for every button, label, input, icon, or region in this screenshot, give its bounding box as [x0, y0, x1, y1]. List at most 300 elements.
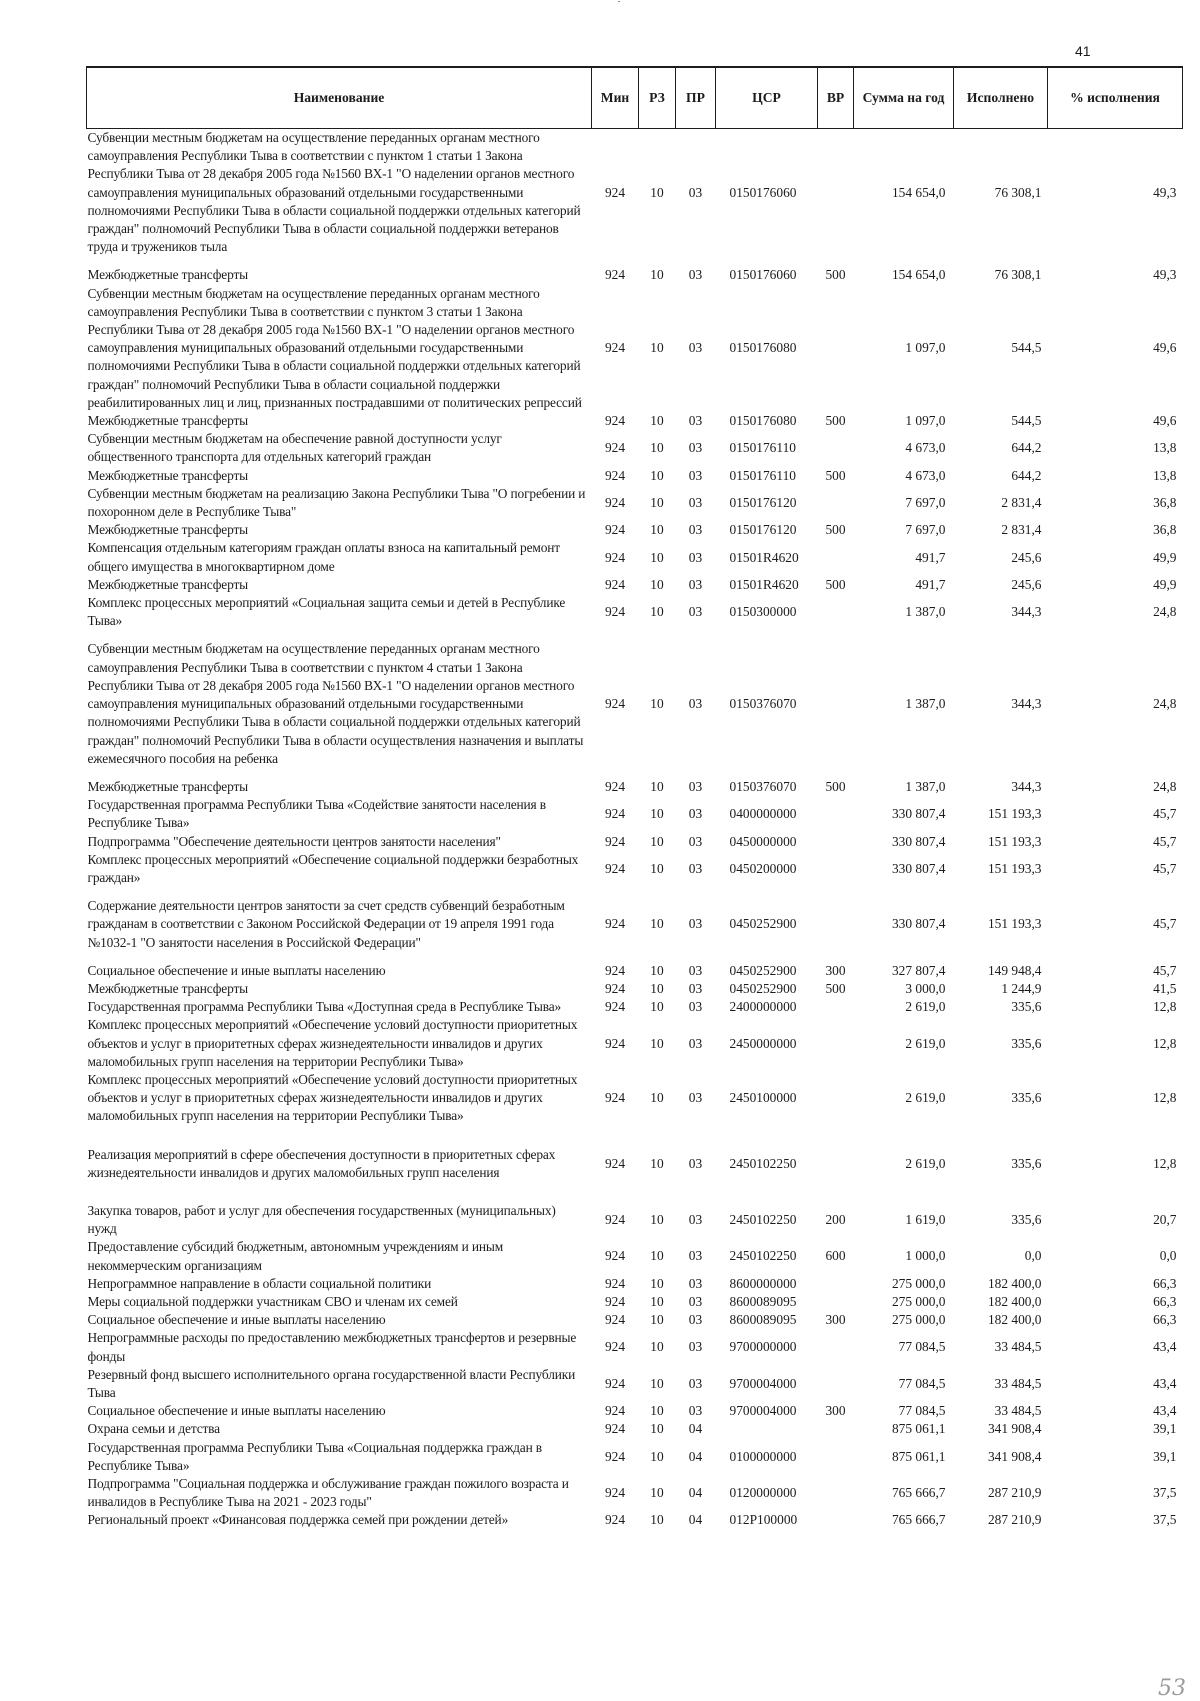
cell-sum: 2 619,0: [905, 1090, 946, 1106]
cell-done: 335,6: [1011, 1090, 1042, 1106]
cell-pct: 49,6: [1153, 413, 1177, 429]
cell-vr: [818, 285, 854, 412]
cell-csr: 2450000000: [729, 1035, 797, 1051]
col-header-vr: ВР: [818, 67, 854, 129]
cell-min: 924: [604, 1248, 626, 1264]
cell-rz: 10: [650, 1512, 664, 1528]
cell-csr: 0450252900: [729, 962, 797, 978]
cell-pr: 03: [688, 980, 703, 996]
cell-name: Региональный проект «Финансовая поддержка семей при рождении детей»: [87, 1512, 509, 1528]
cell-name: Закупка товаров, работ и услуг для обеспечения государственных (муниципальных) нужд: [87, 1202, 556, 1237]
cell-min: 924: [604, 340, 626, 356]
cell-vr: [818, 430, 854, 466]
cell-rz: 10: [650, 1312, 664, 1328]
cell-min: 924: [604, 916, 626, 932]
cell-name: Государственная программа Республики Тыва «Содействие занятости населения в Республике Тыва»: [87, 797, 546, 831]
cell-name: Реализация мероприятий в сфере обеспечения доступности в приоритетных сферах жизнедеятельности инвалидов и других маломобильных групп населения: [87, 1146, 556, 1180]
cell-pct: 39,1: [1153, 1448, 1177, 1464]
cell-csr: 0150176060: [729, 267, 797, 283]
cell-rz: 10: [650, 806, 664, 822]
cell-pct: 24,8: [1153, 696, 1177, 712]
col-header-sum: Сумма на год: [854, 67, 954, 129]
table-row: [87, 412, 1183, 430]
col-header-pct: % исполнения: [1048, 67, 1183, 129]
cell-name: Социальное обеспечение и иные выплаты населению: [87, 1403, 386, 1419]
cell-vr: [818, 1016, 854, 1071]
cell-min: 924: [604, 467, 626, 483]
cell-csr: 9700004000: [729, 1375, 797, 1391]
table-row: [87, 1420, 1183, 1438]
cell-pr: 03: [688, 999, 703, 1015]
table-row: [87, 285, 1183, 412]
cell-rz: 10: [650, 522, 664, 538]
cell-rz: 10: [650, 1293, 664, 1309]
cell-sum: 77 084,5: [898, 1403, 946, 1419]
cell-pct: 66,3: [1153, 1312, 1177, 1328]
cell-rz: 10: [650, 467, 664, 483]
cell-pct: 12,8: [1153, 1155, 1177, 1171]
cell-pr: 03: [688, 860, 703, 876]
cell-pct: 41,5: [1153, 980, 1177, 996]
cell-name: Субвенции местным бюджетам на осуществление переданных органам местного самоуправления Республики Тыва в соответствии с пунктом 3 статьи 1 Закона Республики Тыва от 28 декабря 2005 года №1560 ВХ-1 "О наделении органов местного самоуправления муниципальных образований отдельными государственными полномочиями Республики Тыва в области социальной поддержки отдельных категорий граждан" полномочий Республики Тыва в области социальной поддержки реабилитированных лиц и лиц, признанных пострадавшими от политических репрессий: [87, 285, 582, 410]
cell-pct: 49,6: [1153, 340, 1177, 356]
cell-name: Субвенции местным бюджетам на осуществление переданных органам местного самоуправления Республики Тыва в соответствии с пунктом 1 статьи 1 Закона Республики Тыва от 28 декабря 2005 года №1560 ВХ-1 "О наделении органов местного самоуправления муниципальных образований отдельными государственными полномочиями Республики Тыва в области социальной поддержки отдельных категорий граждан" полномочий Республики Тыва в области социальной поддержки ветеранов труда и тружеников тыла: [87, 130, 581, 255]
cell-done: 151 193,3: [987, 916, 1042, 932]
cell-min: 924: [604, 1339, 626, 1355]
cell-vr: [818, 1439, 854, 1475]
cell-done: 341 908,4: [987, 1421, 1042, 1437]
cell-csr: 01501R4620: [729, 549, 799, 565]
cell-done: 151 193,3: [987, 806, 1042, 822]
table-row: [87, 266, 1183, 284]
cell-pr: 03: [688, 1293, 703, 1309]
cell-csr: 2450102250: [729, 1248, 797, 1264]
table-row: [87, 521, 1183, 539]
cell-pct: 45,7: [1153, 833, 1177, 849]
table-body: [87, 129, 1183, 1530]
cell-pct: 45,7: [1153, 860, 1177, 876]
cell-sum: 154 654,0: [891, 267, 946, 283]
cell-done: 644,2: [1011, 440, 1042, 456]
cell-min: 924: [604, 1421, 626, 1437]
cell-sum: 1 619,0: [905, 1212, 946, 1228]
cell-pr: 03: [688, 696, 703, 712]
cell-pct: 24,8: [1153, 778, 1177, 794]
cell-vr: 500: [825, 980, 846, 996]
table-row: [87, 594, 1183, 630]
cell-pct: 0,0: [1159, 1248, 1177, 1264]
cell-name: Непрограммные расходы по предоставлению межбюджетных трансфертов и резервные фонды: [87, 1330, 577, 1364]
cell-rz: 10: [650, 1485, 664, 1501]
scan-speck: [618, 1, 620, 2]
cell-name: Резервный фонд высшего исполнительного органа государственной власти Республики Тыва: [87, 1366, 576, 1400]
cell-done: 544,5: [1011, 413, 1042, 429]
cell-csr: 2450102250: [729, 1155, 797, 1171]
cell-done: 344,3: [1011, 696, 1042, 712]
cell-csr: [716, 1420, 818, 1438]
cell-csr: 012P100000: [729, 1512, 798, 1528]
cell-pr: 03: [688, 833, 703, 849]
cell-csr: 01501R4620: [729, 576, 799, 592]
table-row: [87, 430, 1183, 466]
cell-pr: 03: [688, 604, 703, 620]
cell-pct: 12,8: [1153, 1035, 1177, 1051]
table-row: [87, 1238, 1183, 1274]
cell-csr: 8600000000: [729, 1275, 797, 1291]
cell-sum: 330 807,4: [891, 860, 946, 876]
cell-done: 335,6: [1011, 999, 1042, 1015]
cell-sum: 491,7: [915, 549, 946, 565]
cell-pr: 03: [688, 576, 703, 592]
cell-min: 924: [604, 1448, 626, 1464]
cell-sum: 154 654,0: [891, 184, 946, 200]
cell-name: Государственная программа Республики Тыва «Социальная поддержка граждан в Республике Тыва»: [87, 1439, 542, 1473]
table-row: [87, 1192, 1183, 1238]
cell-name: Межбюджетные трансферты: [87, 576, 248, 592]
cell-pr: 03: [688, 413, 703, 429]
cell-rz: 10: [650, 604, 664, 620]
table-row: [87, 1275, 1183, 1293]
cell-rz: 10: [650, 440, 664, 456]
cell-sum: 330 807,4: [891, 916, 946, 932]
cell-vr: [818, 1136, 854, 1192]
cell-rz: 10: [650, 494, 664, 510]
cell-min: 924: [604, 999, 626, 1015]
cell-pct: 49,3: [1153, 184, 1177, 200]
cell-csr: 0450200000: [729, 860, 797, 876]
cell-csr: 0150176110: [729, 467, 796, 483]
cell-vr: 500: [825, 778, 846, 794]
cell-vr: [818, 887, 854, 962]
cell-min: 924: [604, 980, 626, 996]
table-row: [87, 1402, 1183, 1420]
table-row: [87, 833, 1183, 851]
cell-done: 344,3: [1011, 604, 1042, 620]
cell-name: Комплекс процессных мероприятий «Обеспечение условий доступности приоритетных объектов и услуг в приоритетных сферах жизнедеятельности инвалидов и других маломобильных групп населения на территории Республики Тыва»: [87, 1071, 578, 1124]
cell-vr: 600: [825, 1248, 846, 1264]
page-number: 41: [1075, 43, 1091, 59]
cell-pct: 45,7: [1153, 962, 1177, 978]
cell-vr: [818, 539, 854, 575]
cell-csr: 8600089095: [729, 1312, 797, 1328]
cell-done: 33 484,5: [994, 1375, 1042, 1391]
table-row: [87, 576, 1183, 594]
cell-pct: 39,1: [1153, 1421, 1177, 1437]
cell-pr: 03: [688, 522, 703, 538]
cell-sum: 875 061,1: [891, 1448, 946, 1464]
cell-done: 644,2: [1011, 467, 1042, 483]
table-row: [87, 962, 1183, 980]
table-row: [87, 1439, 1183, 1475]
cell-sum: 2 619,0: [905, 1155, 946, 1171]
cell-csr: 0400000000: [729, 806, 797, 822]
cell-sum: 765 666,7: [891, 1485, 946, 1501]
cell-vr: [818, 1293, 854, 1311]
cell-rz: 10: [650, 916, 664, 932]
cell-vr: [818, 796, 854, 832]
cell-pr: 03: [688, 1212, 703, 1228]
cell-name: Межбюджетные трансферты: [87, 413, 248, 429]
cell-done: 2 831,4: [1001, 522, 1042, 538]
cell-pct: 66,3: [1153, 1275, 1177, 1291]
cell-min: 924: [604, 267, 626, 283]
cell-pr: 03: [688, 494, 703, 510]
cell-csr: 0150176060: [729, 184, 797, 200]
cell-min: 924: [604, 1035, 626, 1051]
cell-name: Предоставление субсидий бюджетным, автономным учреждениям и иным некоммерческим организациям: [87, 1239, 504, 1273]
cell-sum: 1 387,0: [905, 604, 946, 620]
cell-min: 924: [604, 778, 626, 794]
table-row: [87, 129, 1183, 267]
cell-sum: 3 000,0: [905, 980, 946, 996]
cell-rz: 10: [650, 549, 664, 565]
cell-rz: 10: [650, 576, 664, 592]
cell-sum: 1 097,0: [905, 340, 946, 356]
cell-name: Социальное обеспечение и иные выплаты населению: [87, 962, 386, 978]
cell-csr: 0120000000: [729, 1485, 797, 1501]
table-row: [87, 887, 1183, 962]
cell-pct: 20,7: [1153, 1212, 1177, 1228]
cell-done: 151 193,3: [987, 860, 1042, 876]
cell-done: 1 244,9: [1001, 980, 1042, 996]
table-row: [87, 1071, 1183, 1136]
cell-vr: 500: [825, 467, 846, 483]
table-row: [87, 1329, 1183, 1365]
cell-pr: 03: [688, 1312, 703, 1328]
cell-rz: 10: [650, 860, 664, 876]
cell-min: 924: [604, 494, 626, 510]
table-row: [87, 796, 1183, 832]
table-row: [87, 1475, 1183, 1511]
cell-vr: [818, 1475, 854, 1511]
cell-pct: 43,4: [1153, 1403, 1177, 1419]
cell-rz: 10: [650, 1275, 664, 1291]
cell-csr: 0100000000: [729, 1448, 797, 1464]
cell-sum: 7 697,0: [905, 522, 946, 538]
cell-sum: 77 084,5: [898, 1339, 946, 1355]
cell-csr: 2450100000: [729, 1090, 797, 1106]
cell-pr: 03: [688, 184, 703, 200]
cell-csr: 8600089095: [729, 1293, 797, 1309]
cell-sum: 4 673,0: [905, 440, 946, 456]
cell-csr: 9700004000: [729, 1403, 797, 1419]
cell-pr: 04: [688, 1485, 703, 1501]
cell-sum: 330 807,4: [891, 833, 946, 849]
cell-rz: 10: [650, 1248, 664, 1264]
cell-name: Межбюджетные трансферты: [87, 267, 248, 283]
cell-csr: 0150376070: [729, 778, 797, 794]
cell-sum: 4 673,0: [905, 467, 946, 483]
cell-rz: 10: [650, 1448, 664, 1464]
cell-pct: 24,8: [1153, 604, 1177, 620]
cell-name: Комплекс процессных мероприятий «Социальная защита семьи и детей в Республике Тыва»: [87, 595, 566, 629]
cell-csr: 2450102250: [729, 1212, 797, 1228]
cell-vr: 500: [825, 267, 846, 283]
cell-vr: [818, 594, 854, 630]
cell-pct: 36,8: [1153, 522, 1177, 538]
cell-pr: 03: [688, 1339, 703, 1355]
cell-rz: 10: [650, 833, 664, 849]
cell-name: Меры социальной поддержки участникам СВО и членам их семей: [87, 1293, 458, 1309]
cell-csr: 0150176110: [729, 440, 796, 456]
cell-done: 182 400,0: [987, 1312, 1042, 1328]
cell-sum: 1 387,0: [905, 696, 946, 712]
cell-done: 149 948,4: [987, 962, 1042, 978]
table-row: [87, 998, 1183, 1016]
cell-done: 182 400,0: [987, 1275, 1042, 1291]
cell-name: Субвенции местным бюджетам на обеспечение равной доступности услуг общественного транспорта для отдельных категорий граждан: [87, 431, 502, 465]
cell-pct: 36,8: [1153, 494, 1177, 510]
cell-vr: [818, 833, 854, 851]
col-header-min: Мин: [592, 67, 639, 129]
cell-name: Непрограммное направление в области социальной политики: [87, 1275, 432, 1291]
cell-pct: 66,3: [1153, 1293, 1177, 1309]
cell-name: Социальное обеспечение и иные выплаты населению: [87, 1312, 386, 1328]
cell-min: 924: [604, 1293, 626, 1309]
cell-csr: 2400000000: [729, 999, 797, 1015]
cell-name: Охрана семьи и детства: [87, 1421, 220, 1437]
cell-vr: [818, 851, 854, 887]
table-header-row: [87, 67, 1183, 129]
cell-min: 924: [604, 806, 626, 822]
cell-name: Субвенции местным бюджетам на осуществление переданных органам местного самоуправления Республики Тыва в соответствии с пунктом 4 статьи 1 Закона Республики Тыва от 28 декабря 2005 года №1560 ВХ-1 "О наделении органов местного самоуправления муниципальных образований отдельными государственными полномочиями Республики Тыва в области социальной поддержки отдельных категорий граждан" полномочий Республики Тыва в области осуществления назначения и выплаты ежемесячного пособия на ребенка: [87, 641, 584, 766]
cell-rz: 10: [650, 980, 664, 996]
cell-sum: 275 000,0: [891, 1293, 946, 1309]
cell-name: Комплекс процессных мероприятий «Обеспечение условий доступности приоритетных объектов и услуг в приоритетных сферах жизнедеятельности инвалидов и других маломобильных групп населения на территории Республики Тыва»: [87, 1017, 578, 1069]
table-row: [87, 1511, 1183, 1529]
cell-vr: 300: [825, 962, 846, 978]
cell-min: 924: [604, 962, 626, 978]
budget-table: [86, 66, 1183, 1530]
cell-pr: 03: [688, 1155, 703, 1171]
cell-min: 924: [604, 860, 626, 876]
cell-done: 33 484,5: [994, 1403, 1042, 1419]
cell-rz: 10: [650, 1155, 664, 1171]
cell-pct: 13,8: [1153, 440, 1177, 456]
cell-done: 33 484,5: [994, 1339, 1042, 1355]
cell-name: Межбюджетные трансферты: [87, 467, 248, 483]
cell-rz: 10: [650, 696, 664, 712]
cell-vr: 300: [825, 1312, 846, 1328]
cell-min: 924: [604, 413, 626, 429]
cell-name: Подпрограмма "Социальная поддержка и обслуживание граждан пожилого возраста и инвалидов в Республике Тыва на 2021 - 2023 годы": [87, 1476, 569, 1510]
cell-done: 335,6: [1011, 1212, 1042, 1228]
cell-done: 344,3: [1011, 778, 1042, 794]
cell-sum: 491,7: [915, 576, 946, 592]
table-row: [87, 1366, 1183, 1402]
cell-csr: 0150176120: [729, 494, 797, 510]
cell-vr: [818, 485, 854, 521]
cell-rz: 10: [650, 1339, 664, 1355]
scan-handwritten-mark: 53: [1158, 1676, 1186, 1701]
col-header-name: Наименование: [87, 67, 592, 129]
cell-name: Государственная программа Республики Тыва «Доступная среда в Республике Тыва»: [87, 999, 562, 1015]
cell-min: 924: [604, 1212, 626, 1228]
cell-sum: 330 807,4: [891, 806, 946, 822]
cell-pct: 49,3: [1153, 267, 1177, 283]
table-row: [87, 467, 1183, 485]
cell-pct: 49,9: [1153, 549, 1177, 565]
cell-pr: 03: [688, 1090, 703, 1106]
table-row: [87, 980, 1183, 998]
cell-sum: 875 061,1: [891, 1421, 946, 1437]
cell-pr: 03: [688, 467, 703, 483]
cell-min: 924: [604, 1275, 626, 1291]
table-row: [87, 1311, 1183, 1329]
cell-done: 151 193,3: [987, 833, 1042, 849]
col-header-done: Исполнено: [954, 67, 1048, 129]
cell-pr: 04: [688, 1512, 703, 1528]
cell-min: 924: [604, 1512, 626, 1528]
cell-done: 182 400,0: [987, 1293, 1042, 1309]
cell-vr: [818, 1071, 854, 1136]
cell-rz: 10: [650, 1212, 664, 1228]
cell-min: 924: [604, 522, 626, 538]
cell-name: Подпрограмма "Обеспечение деятельности центров занятости населения": [87, 833, 501, 849]
cell-pr: 03: [688, 1248, 703, 1264]
cell-name: Содержание деятельности центров занятости за счет средств субвенций безработным гражданам в соответствии с Законом Российской Федерации от 19 апреля 1991 года №1032-1 "О занятости населения в Российской Федерации": [87, 898, 565, 950]
table-row: [87, 539, 1183, 575]
table-row: [87, 851, 1183, 887]
cell-pct: 37,5: [1153, 1485, 1177, 1501]
cell-sum: 275 000,0: [891, 1312, 946, 1328]
cell-vr: [818, 1420, 854, 1438]
cell-sum: 327 807,4: [891, 962, 946, 978]
cell-min: 924: [604, 1090, 626, 1106]
cell-name: Субвенции местным бюджетам на реализацию Закона Республики Тыва "О погребении и похоронном деле в Республике Тыва": [87, 485, 586, 520]
cell-csr: 9700000000: [729, 1339, 797, 1355]
cell-vr: 500: [825, 413, 846, 429]
cell-sum: 7 697,0: [905, 494, 946, 510]
cell-rz: 10: [650, 267, 664, 283]
cell-sum: 275 000,0: [891, 1275, 946, 1291]
cell-done: 544,5: [1011, 340, 1042, 356]
cell-rz: 10: [650, 340, 664, 356]
cell-done: 76 308,1: [994, 267, 1042, 283]
cell-min: 924: [604, 833, 626, 849]
table-row: [87, 630, 1183, 777]
cell-rz: 10: [650, 1403, 664, 1419]
cell-csr: 0450252900: [729, 980, 797, 996]
cell-vr: [818, 1366, 854, 1402]
cell-rz: 10: [650, 962, 664, 978]
cell-min: 924: [604, 1312, 626, 1328]
cell-pr: 03: [688, 778, 703, 794]
cell-pr: 03: [688, 1275, 703, 1291]
cell-vr: 300: [825, 1403, 846, 1419]
cell-done: 76 308,1: [994, 184, 1042, 200]
cell-min: 924: [604, 184, 626, 200]
cell-done: 245,6: [1011, 576, 1042, 592]
cell-pr: 03: [688, 806, 703, 822]
table-row: [87, 1016, 1183, 1071]
cell-pct: 12,8: [1153, 999, 1177, 1015]
cell-min: 924: [604, 1403, 626, 1419]
cell-rz: 10: [650, 184, 664, 200]
col-header-pr: ПР: [676, 67, 716, 129]
cell-sum: 1 387,0: [905, 778, 946, 794]
cell-rz: 10: [650, 778, 664, 794]
cell-done: 335,6: [1011, 1155, 1042, 1171]
cell-sum: 77 084,5: [898, 1375, 946, 1391]
cell-pr: 03: [688, 1403, 703, 1419]
cell-name: Межбюджетные трансферты: [87, 980, 248, 996]
cell-done: 287 210,9: [987, 1485, 1042, 1501]
cell-min: 924: [604, 440, 626, 456]
cell-vr: 500: [825, 576, 846, 592]
cell-sum: 2 619,0: [905, 999, 946, 1015]
cell-sum: 2 619,0: [905, 1035, 946, 1051]
